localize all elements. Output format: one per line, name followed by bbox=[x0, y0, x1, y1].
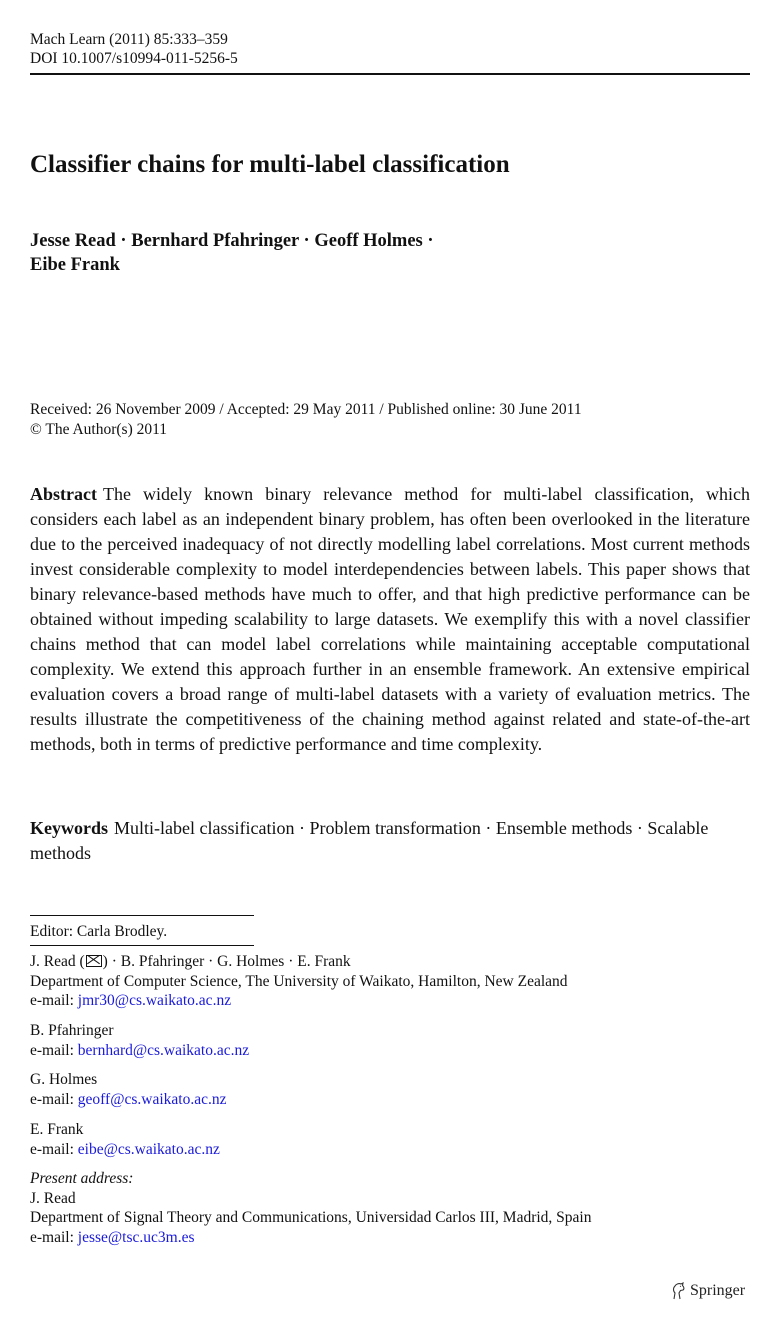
author-line-1: Jesse Read · Bernhard Pfahringer · Geoff Holmes · bbox=[30, 231, 434, 251]
footnote-rule-bottom bbox=[30, 945, 254, 946]
abstract-text: The widely known binary relevance method for multi-label classification, which considers each label as an independent binary problem, has often been overlooked in the literature due to the perceived inadequacy of not directly modelling label correlations. Most current methods invest considerable complexity to model interdependencies between labels. This paper shows that binary relevance-based methods have much to offer, and that high predictive performance can be obtained without impeding scalability to large datasets. We exemplify this with a novel classifier chains method that can model label correlations while maintaining acceptable computational complexity. We extend this approach further in an ensemble framework. An extensive empirical evaluation covers a broad range of multi-label datasets with a variety of evaluation metrics. The results illustrate the competitiveness of the chaining method against related and state-of-the-art methods, both in terms of predictive performance and time complexity. bbox=[30, 484, 750, 754]
abstract bbox=[30, 482, 750, 757]
frank-email-link[interactable]: eibe@cs.waikato.ac.nz bbox=[77, 1140, 220, 1158]
springer-horse-icon bbox=[670, 1282, 686, 1300]
abstract-label: Abstract bbox=[30, 484, 97, 504]
affiliation-authors: J. Read ( ) · B. Pfahringer · G. Holmes · E. Frank bbox=[30, 953, 351, 970]
paper-title: Classifier chains for multi-label classification bbox=[30, 151, 510, 178]
frank-name: E. Frank bbox=[30, 1121, 84, 1138]
affiliation-department: Department of Computer Science, The University of Waikato, Hamilton, New Zealand bbox=[30, 972, 568, 990]
pfahringer-block: B. Pfahringer e-mail: bernhard@cs.waikato.ac.nz bbox=[30, 1021, 750, 1060]
pfahringer-name: B. Pfahringer bbox=[30, 1022, 114, 1039]
publisher-logo bbox=[670, 1281, 745, 1301]
present-name: J. Read bbox=[30, 1189, 76, 1207]
read-email-line: e-mail: jmr30@cs.waikato.ac.nz bbox=[30, 992, 232, 1009]
publisher-name: Springer bbox=[690, 1282, 746, 1299]
envelope-icon bbox=[86, 955, 102, 967]
read-email-link[interactable]: jmr30@cs.waikato.ac.nz bbox=[77, 992, 232, 1009]
doi: DOI 10.1007/s10994-011-5256-5 bbox=[30, 50, 238, 67]
editor-note: Editor: Carla Brodley. bbox=[30, 923, 168, 940]
history-dates: Received: 26 November 2009 / Accepted: 29 May 2011 / Published online: 30 June 2011 bbox=[30, 401, 582, 418]
running-head bbox=[30, 30, 238, 68]
pfahringer-email-link[interactable]: bernhard@cs.waikato.ac.nz bbox=[77, 1041, 250, 1059]
author-list bbox=[30, 229, 500, 277]
holmes-block: G. Holmes e-mail: geoff@cs.waikato.ac.nz bbox=[30, 1070, 750, 1109]
present-address-label: Present address: bbox=[30, 1170, 134, 1187]
holmes-name: G. Holmes bbox=[30, 1071, 98, 1088]
keywords-text: Multi-label classification · Problem transformation · Ensemble methods · Scalable methods bbox=[30, 818, 709, 863]
keywords-label: Keywords bbox=[30, 818, 108, 838]
footnote-rule-top bbox=[30, 915, 254, 916]
affiliation-block bbox=[30, 952, 750, 1011]
present-address-block: Present address: J. Read Department of Signal Theory and Communications, Universidad Carlos III, Madrid, Spain e-mail: jesse@tsc.uc3m.es bbox=[30, 1169, 750, 1247]
frank-block: E. Frank e-mail: eibe@cs.waikato.ac.nz bbox=[30, 1120, 750, 1159]
header-rule bbox=[30, 73, 750, 75]
present-email-link[interactable]: jesse@tsc.uc3m.es bbox=[77, 1228, 195, 1246]
keywords bbox=[30, 816, 750, 866]
copyright-notice: © The Author(s) 2011 bbox=[30, 420, 168, 438]
publication-history bbox=[30, 400, 582, 439]
holmes-email-link[interactable]: geoff@cs.waikato.ac.nz bbox=[77, 1090, 227, 1108]
author-line-2: Eibe Frank bbox=[30, 255, 120, 275]
journal-citation: Mach Learn (2011) 85:333–359 bbox=[30, 31, 228, 48]
present-department: Department of Signal Theory and Communications, Universidad Carlos III, Madrid, Spain bbox=[30, 1209, 592, 1226]
